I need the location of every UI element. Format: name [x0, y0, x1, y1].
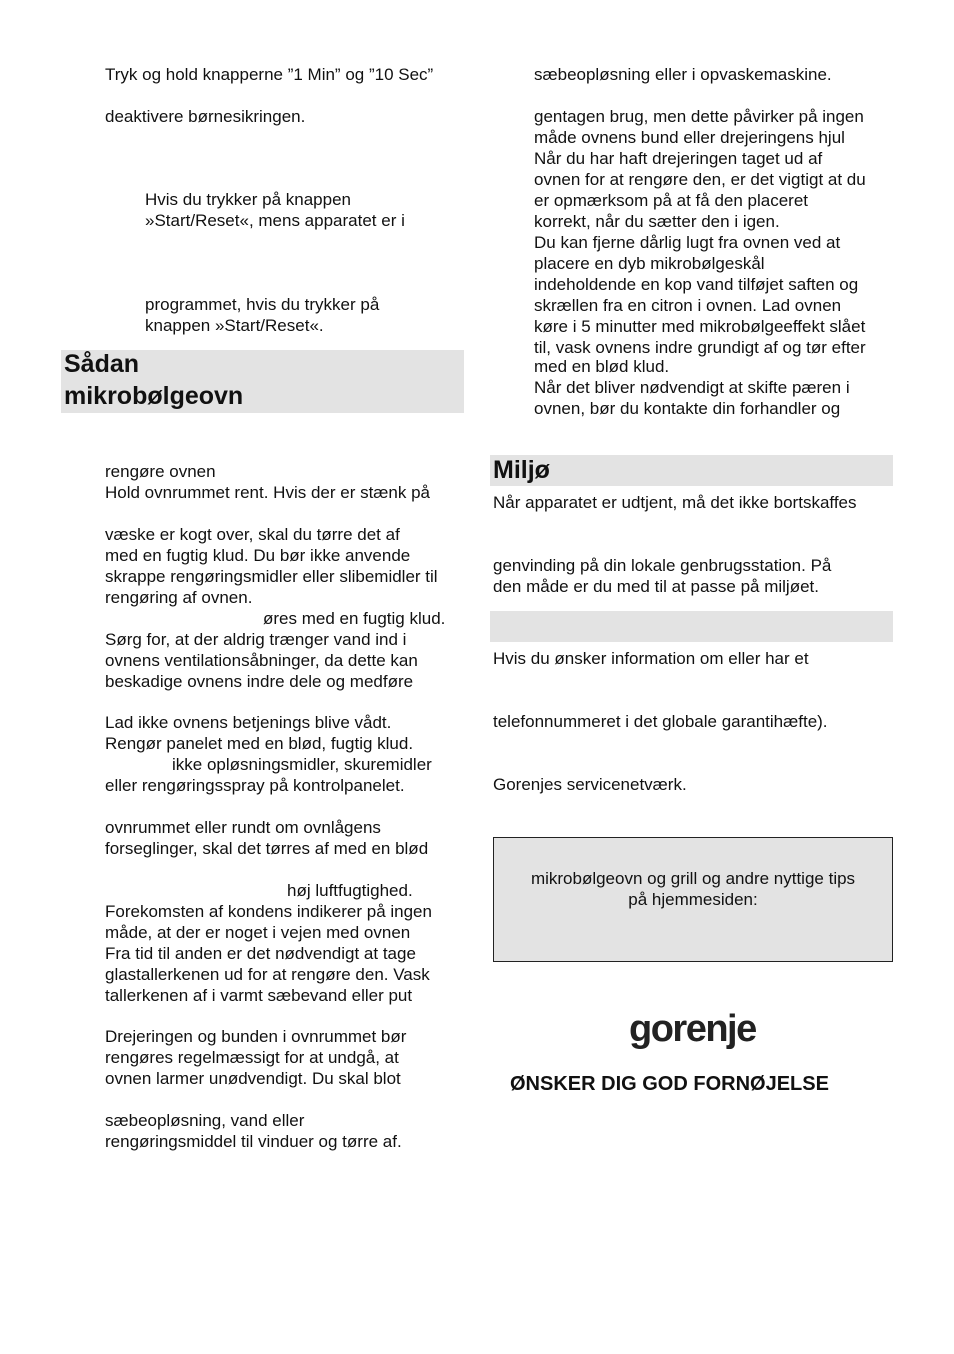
text-line: Gorenjes servicenetværk.: [493, 775, 687, 794]
text-line: Hvis du trykker på knappen: [145, 190, 351, 209]
text-line: ovnrummet eller rundt om ovnlågens: [105, 818, 381, 837]
text-line: rengøres regelmæssigt for at undgå, at: [105, 1048, 399, 1067]
text-line: telefonnummeret i det globale garantihæfte).: [493, 712, 828, 731]
text-line: Drejeringen og bunden i ovnrummet bør: [105, 1027, 407, 1046]
text-line: genvinding på din lokale genbrugsstation. På: [493, 556, 832, 575]
environment-heading: Miljø: [493, 456, 550, 484]
text-line: tallerkenen af i varmt sæbevand eller put: [105, 986, 413, 1005]
text-line: sæbeopløsning, vand eller: [105, 1111, 305, 1130]
text-line: Når det bliver nødvendigt at skifte pæren i: [534, 378, 850, 397]
text-line: den måde er du med til at passe på miljøet.: [493, 577, 819, 596]
text-line: køre i 5 minutter med mikrobølgeeffekt slået: [534, 317, 866, 336]
text-line: Rengør panelet med en blød, fugtig klud.: [105, 734, 414, 753]
text-line: høj luftfugtighed.: [287, 881, 413, 900]
environment-heading-bar: [490, 455, 893, 486]
text-line: rengøring af ovnen.: [105, 588, 253, 607]
text-line: gentagen brug, men dette påvirker på ingen: [534, 107, 864, 126]
text-line: Fra tid til anden er det nødvendigt at tage: [105, 944, 416, 963]
text-line: rengøringsmiddel til vinduer og tørre af.: [105, 1132, 402, 1151]
closing-message: ØNSKER DIG GOD FORNØJELSE: [510, 1073, 829, 1095]
text-line: sæbeopløsning eller i opvaskemaskine.: [534, 65, 832, 84]
text-line: indeholdende en kop vand tilføjet saften og: [534, 275, 859, 294]
text-line: deaktivere børnesikringen.: [105, 107, 306, 126]
text-line: ovnen, bør du kontakte din forhandler og: [534, 399, 841, 418]
text-line: skrappe rengøringsmidler eller slibemidler til: [105, 567, 438, 586]
text-line: til, vask ovnens indre grundigt af og tør efter: [534, 338, 866, 357]
text-line: beskadige ovnens indre dele og medføre: [105, 672, 414, 691]
text-line: Hold ovnrummet rent. Hvis der er stænk på: [105, 483, 431, 502]
section-heading: mikrobølgeovn: [64, 382, 244, 410]
note-line: mikrobølgeovn og grill og andre nyttige tips: [530, 869, 856, 888]
text-line: måde ovnens bund eller drejeringens hjul: [534, 128, 845, 147]
website-note-box: [493, 837, 893, 962]
text-line: ikke opløsningsmidler, skuremidler: [172, 755, 432, 774]
text-line: væske er kogt over, skal du tørre det af: [105, 525, 400, 544]
text-line: er opmærksom på at få den placeret: [534, 191, 809, 210]
text-line: »Start/Reset«, mens apparatet er i: [145, 211, 405, 230]
text-line: måde, at der er noget i vejen med ovnen: [105, 923, 411, 942]
text-line: Når apparatet er udtjent, må det ikke bortskaffes: [493, 493, 857, 512]
text-line: ovnen for at rengøre den, er det vigtigt at du: [534, 170, 866, 189]
section-heading: Sådan: [64, 350, 140, 378]
text-line: Sørg for, at der aldrig trænger vand ind i: [105, 630, 407, 649]
text-line: glastallerkenen ud for at rengøre den. Vask: [105, 965, 430, 984]
text-line: øres med en fugtig klud.: [263, 609, 446, 628]
text-line: Hvis du ønsker information om eller har et: [493, 649, 809, 668]
text-line: Du kan fjerne dårlig lugt fra ovnen ved at: [534, 233, 841, 252]
text-line: rengøre ovnen: [105, 462, 216, 481]
text-line: programmet, hvis du trykker på: [145, 295, 380, 314]
text-line: Lad ikke ovnens betjenings blive vådt.: [105, 713, 392, 732]
gorenje-logo: gorenje: [629, 1008, 756, 1050]
text-line: eller rengøringsspray på kontrolpanelet.: [105, 776, 405, 795]
text-line: med en fugtig klud. Du bør ikke anvende: [105, 546, 411, 565]
note-line: på hjemmesiden:: [628, 890, 758, 909]
text-line: med en blød klud.: [534, 357, 670, 376]
text-line: Forekomsten af kondens indikerer på ingen: [105, 902, 432, 921]
text-line: skrællen fra en citron i ovnen. Lad ovnen: [534, 296, 842, 315]
text-line: forseglinger, skal det tørres af med en blød: [105, 839, 429, 858]
text-line: ovnen larmer unødvendigt. Du skal blot: [105, 1069, 401, 1088]
text-line: Når du har haft drejeringen taget ud af: [534, 149, 823, 168]
text-line: korrekt, når du sætter den i igen.: [534, 212, 780, 231]
text-line: ovnens ventilationsåbninger, da dette kan: [105, 651, 418, 670]
text-line: Tryk og hold knapperne ”1 Min” og ”10 Sec”: [105, 65, 434, 84]
service-heading-bar: [490, 611, 893, 642]
text-line: knappen »Start/Reset«.: [145, 316, 324, 335]
text-line: placere en dyb mikrobølgeskål: [534, 254, 765, 273]
